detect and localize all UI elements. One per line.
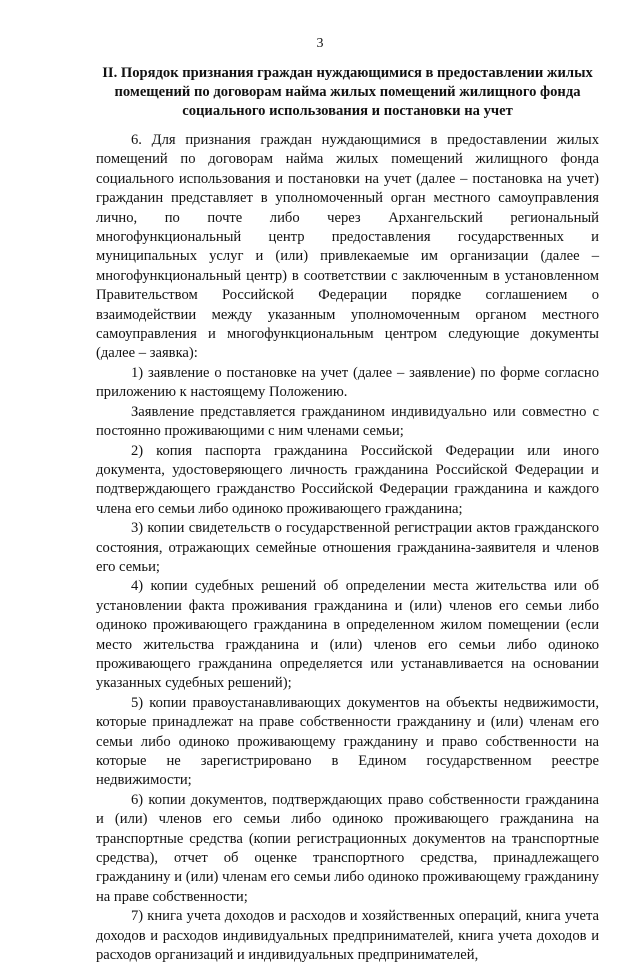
paragraph: 5) копии правоустанавливающих документов на объекты недвижимости, которые принадлежат на праве собственности гражданину и (или) членам его семьи либо одиноко проживающему гражданину и право собственности на которые не зарегистрировано в Едином государственном реестре недвижимости;: [96, 694, 599, 789]
section-heading: II. Порядок признания граждан нуждающимися в предоставлении жилых помещений по договорам найма жилых помещений жилищного фонда социального использования и постановки на учет: [102, 65, 593, 119]
paragraph: 3) копии свидетельств о государственной регистрации актов гражданского состояния, отражающих семейные отношения гражданина-заявителя и членов его семьи;: [96, 520, 599, 575]
document-body: [96, 131, 599, 965]
page-number: 3: [316, 36, 324, 51]
paragraph: 2) копия паспорта гражданина Российской Федерации или иного документа, удостоверяющего личность гражданина Российской Федерации и подтверждающего гражданство Российской Федерации гражданина и каждого члена его семьи либо одиноко проживающего гражданина;: [96, 442, 599, 517]
paragraph: 1) заявление о постановке на учет (далее – заявление) по форме согласно приложению к настоящему Положению.: [96, 364, 599, 401]
paragraph: 4) копии судебных решений об определении места жительства или об установлении факта проживания гражданина и (или) членов его семьи либо одиноко проживающего гражданина в определенном жилом помещении (если место жительства гражданина и (или) членов его семьи либо одиноко проживающего гражданина определяется или устанавливается на основании указанных судебных решений);: [96, 578, 599, 692]
paragraph: 6. Для признания граждан нуждающимися в предоставлении жилых помещений по договорам найма жилых помещений жилищного фонда социального использования и постановки на учет (далее – постановка на учет) гражданин представляет в уполномоченный орган местного самоуправления лично, по почте либо через Архангельский региональный многофункциональный центр предоставления государственных и муниципальных услуг и (или) привлекаемые им организации (далее – многофункциональный центр) в соответствии с заключенным в установленном Правительством Российской Федерации порядке соглашением о взаимодействии между указанным уполномоченным органом местного самоуправления и многофункциональным центром следующие документы (далее – заявка):: [96, 132, 599, 362]
paragraph: 7) книга учета доходов и расходов и хозяйственных операций, книга учета доходов и расходов индивидуальных предпринимателей, книга учета доходов и расходов организаций и индивидуальных предпринимателей,: [96, 908, 599, 964]
paragraph: Заявление представляется гражданином индивидуально или совместно с постоянно проживающими с ним членами семьи;: [96, 403, 599, 440]
paragraph: 6) копии документов, подтверждающих право собственности гражданина и (или) членов его семьи либо одиноко проживающего гражданина на транспортные средства (копии регистрационных документов на транспортные средства), отчет об оценке транспортного средства, принадлежащего гражданину и (или) членам его семьи либо одиноко проживающему гражданину на праве собственности;: [96, 791, 599, 905]
